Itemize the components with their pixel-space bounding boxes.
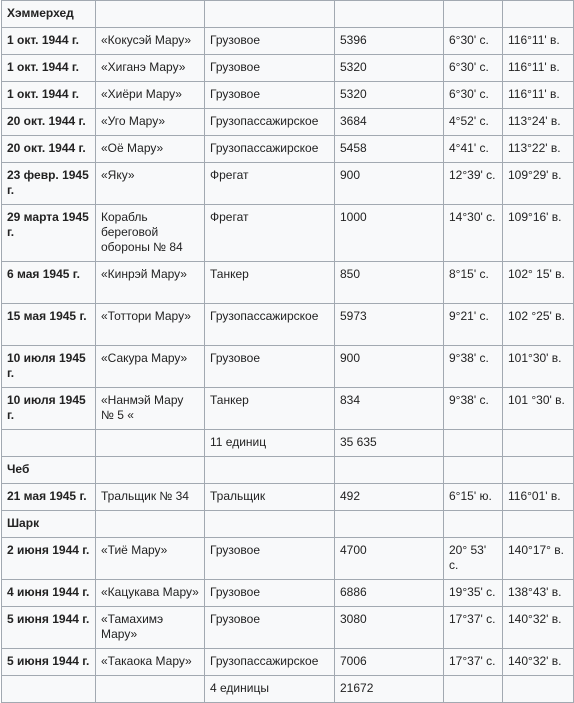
tonnage-cell: 900 [335,346,444,388]
type-cell: Грузовое [205,580,335,607]
latitude-cell: 9°21' с. [444,304,503,346]
date-cell: 6 мая 1945 г. [2,262,96,304]
latitude-cell: 17°37' с. [444,607,503,649]
type-cell: Грузопассажирское [205,649,335,676]
longitude-cell: 109°16' в. [503,205,574,262]
ship-cell: «Тиё Мару» [96,538,205,580]
latitude-cell: 6°30' с. [444,55,503,82]
tonnage-cell: 5973 [335,304,444,346]
table-row [2,109,574,136]
type-cell: Тральщик [205,484,335,511]
date-cell: 2 июня 1944 г. [2,538,96,580]
longitude-cell: 140°32' в. [503,607,574,649]
date-cell: 1 окт. 1944 г. [2,82,96,109]
table-row [2,649,574,676]
tonnage-cell: 5320 [335,55,444,82]
longitude-cell: 116°01' в. [503,484,574,511]
type-cell: Грузопассажирское [205,109,335,136]
longitude-cell: 113°24' в. [503,109,574,136]
tonnage-cell: 850 [335,262,444,304]
sunk-ships-table [1,0,574,703]
latitude-cell: 19°35' с. [444,580,503,607]
tonnage-cell: 4700 [335,538,444,580]
group-header-row [2,511,574,538]
type-cell: Грузовое [205,55,335,82]
longitude-cell: 116°11' в. [503,55,574,82]
type-cell: Грузовое [205,538,335,580]
tonnage-cell: 3080 [335,607,444,649]
tonnage-cell: 6886 [335,580,444,607]
table-row [2,304,574,346]
total-row [2,676,574,703]
ship-cell: «Сакура Мару» [96,346,205,388]
ship-cell: «Такаока Мару» [96,649,205,676]
longitude-cell: 109°29' в. [503,163,574,205]
latitude-cell: 6°30' с. [444,82,503,109]
ship-cell: «Кацукава Мару» [96,580,205,607]
ship-cell: «Уго Мару» [96,109,205,136]
ship-cell: «Оё Мару» [96,136,205,163]
total-units-cell: 11 единиц [205,430,335,457]
ship-cell: «Тамахимэ Мару» [96,607,205,649]
date-cell: 21 мая 1945 г. [2,484,96,511]
date-cell: 5 июня 1944 г. [2,649,96,676]
type-cell: Грузовое [205,82,335,109]
date-cell: 15 мая 1945 г. [2,304,96,346]
tonnage-cell: 5320 [335,82,444,109]
table-row [2,28,574,55]
total-tonnage-cell: 21672 [335,676,444,703]
longitude-cell: 102 °25' в. [503,304,574,346]
table-body [2,1,574,703]
tonnage-cell: 5458 [335,136,444,163]
table-row [2,136,574,163]
latitude-cell: 6°30' с. [444,28,503,55]
ship-cell: «Кокусэй Мару» [96,28,205,55]
table-row [2,580,574,607]
latitude-cell: 8°15' с. [444,262,503,304]
total-units-cell: 4 единицы [205,676,335,703]
type-cell: Грузовое [205,607,335,649]
latitude-cell: 9°38' с. [444,346,503,388]
latitude-cell: 20° 53' с. [444,538,503,580]
table-row [2,163,574,205]
type-cell: Грузопассажирское [205,136,335,163]
latitude-cell: 4°52' с. [444,109,503,136]
longitude-cell: 140°17° в. [503,538,574,580]
date-cell: 5 июня 1944 г. [2,607,96,649]
tonnage-cell: 834 [335,388,444,430]
table-row [2,262,574,304]
type-cell: Фрегат [205,205,335,262]
ship-cell: Корабль береговой обороны № 84 [96,205,205,262]
longitude-cell: 116°11' в. [503,82,574,109]
longitude-cell: 113°22' в. [503,136,574,163]
latitude-cell: 4°41' с. [444,136,503,163]
table-row [2,205,574,262]
tonnage-cell: 492 [335,484,444,511]
type-cell: Грузовое [205,28,335,55]
table-row [2,607,574,649]
latitude-cell: 14°30' с. [444,205,503,262]
total-row [2,430,574,457]
ship-cell: «Яку» [96,163,205,205]
type-cell: Фрегат [205,163,335,205]
type-cell: Танкер [205,262,335,304]
ship-cell: Тральщик № 34 [96,484,205,511]
table-row [2,538,574,580]
longitude-cell: 101 °30' в. [503,388,574,430]
longitude-cell: 102° 15' в. [503,262,574,304]
latitude-cell: 12°39' с. [444,163,503,205]
submarine-name: Чеб [2,457,96,484]
tonnage-cell: 900 [335,163,444,205]
latitude-cell: 9°38' с. [444,388,503,430]
total-tonnage-cell: 35 635 [335,430,444,457]
tonnage-cell: 3684 [335,109,444,136]
date-cell: 4 июня 1944 г. [2,580,96,607]
group-header-row [2,457,574,484]
table-row [2,55,574,82]
type-cell: Танкер [205,388,335,430]
date-cell: 1 окт. 1944 г. [2,28,96,55]
type-cell: Грузопассажирское [205,304,335,346]
longitude-cell: 138°43' в. [503,580,574,607]
latitude-cell: 6°15' ю. [444,484,503,511]
submarine-name: Хэммерхед [2,1,96,28]
ship-cell: «Хиёри Мару» [96,82,205,109]
group-header-row [2,1,574,28]
date-cell: 10 июля 1945 г. [2,388,96,430]
date-cell: 20 окт. 1944 г. [2,136,96,163]
ship-cell: «Хиганэ Мару» [96,55,205,82]
ship-cell: «Тоттори Мару» [96,304,205,346]
date-cell: 20 окт. 1944 г. [2,109,96,136]
ship-cell: «Кинрэй Мару» [96,262,205,304]
type-cell: Грузовое [205,346,335,388]
tonnage-cell: 1000 [335,205,444,262]
longitude-cell: 101°30' в. [503,346,574,388]
table-row [2,484,574,511]
tonnage-cell: 5396 [335,28,444,55]
date-cell: 23 февр. 1945 г. [2,163,96,205]
table-row [2,82,574,109]
table-row [2,388,574,430]
longitude-cell: 140°32' в. [503,649,574,676]
latitude-cell: 17°37' с. [444,649,503,676]
tonnage-cell: 7006 [335,649,444,676]
submarine-name: Шарк [2,511,96,538]
table-row [2,346,574,388]
date-cell: 10 июля 1945 г. [2,346,96,388]
ship-cell: «Нанмэй Мару № 5 « [96,388,205,430]
date-cell: 29 марта 1945 г. [2,205,96,262]
longitude-cell: 116°11' в. [503,28,574,55]
date-cell: 1 окт. 1944 г. [2,55,96,82]
